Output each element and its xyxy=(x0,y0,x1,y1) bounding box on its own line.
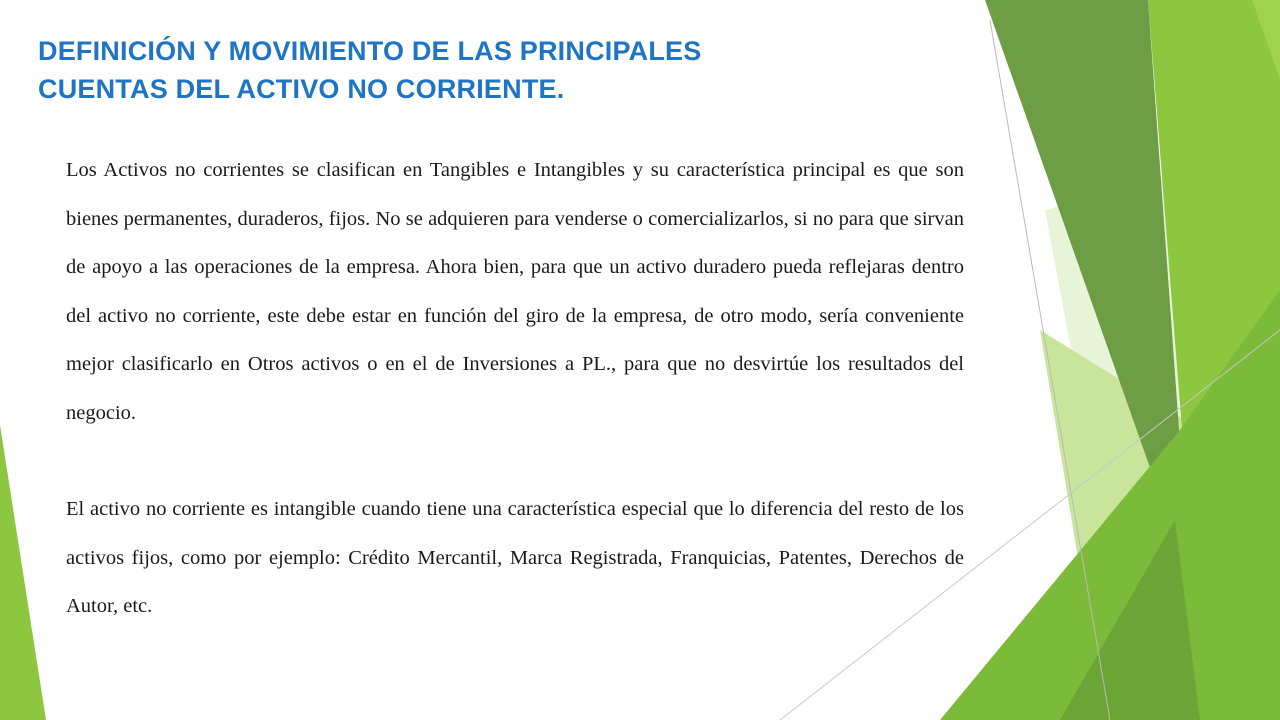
slide-title xyxy=(38,32,938,108)
paragraph-1: Los Activos no corrientes se clasifican en Tangibles e Intangibles y su característica principal es que son bienes permanentes, duraderos, fijos. No se adquieren para venderse o comercializarlos, si no para que sirvan de apoyo a las operaciones de la empresa. Ahora bien, para que un activo duradero pueda reflejaras dentro del activo no corriente, este debe estar en función del giro de la empresa, de otro modo, sería conveniente mejor clasificarlo en Otros activos o en el de Inversiones a PL., para que no desvirtúe los resultados del negocio. xyxy=(66,159,964,424)
paragraph-2: El activo no corriente es intangible cuando tiene una característica especial que lo diferencia del resto de los activos fijos, como por ejemplo: Crédito Mercantil, Marca Registrada, Franquicias, Patentes, Derechos de Autor, etc. xyxy=(66,498,964,617)
title-line-2: CUENTAS DEL ACTIVO NO CORRIENTE. xyxy=(38,74,565,104)
title-line-1: DEFINICIÓN Y MOVIMIENTO DE LAS PRINCIPALES xyxy=(38,36,702,66)
left-green-wedge xyxy=(0,425,46,720)
body-text xyxy=(66,146,964,631)
